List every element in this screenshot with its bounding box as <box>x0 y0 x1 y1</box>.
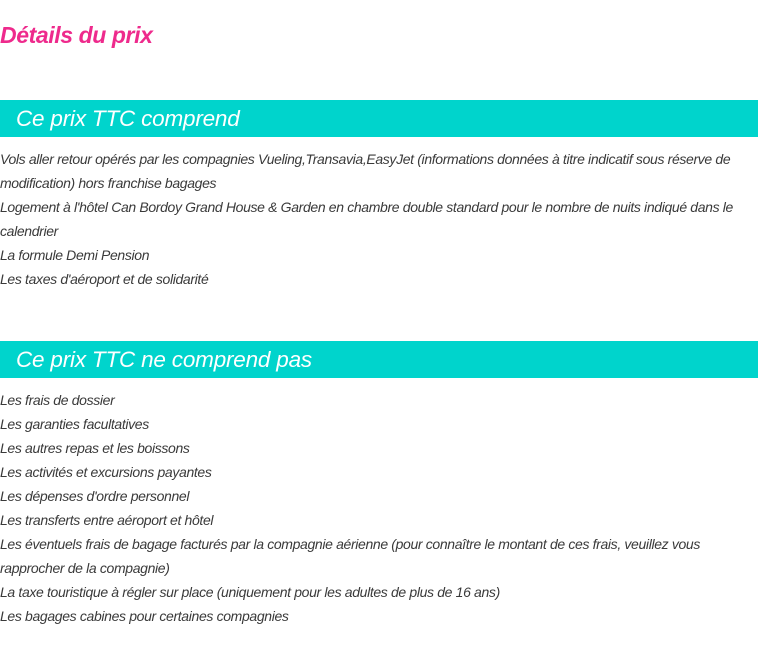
included-item-flights: Vols aller retour opérés par les compagnies Vueling,Transavia,EasyJet (informations données à titre indicatif sous réserve de modification) hors franchise bagages <box>0 151 731 191</box>
excluded-item-other-meals: Les autres repas et les boissons <box>0 440 190 456</box>
excluded-heading: Ce prix TTC ne comprend pas <box>16 347 312 372</box>
excluded-item-paid-activities: Les activités et excursions payantes <box>0 464 212 480</box>
included-section-header <box>0 100 758 137</box>
included-item-half-board: La formule Demi Pension <box>0 247 150 263</box>
excluded-item-cabin-baggage: Les bagages cabines pour certaines compagnies <box>0 608 289 624</box>
excluded-section-header <box>0 341 758 378</box>
page-title: Détails du prix <box>0 22 153 48</box>
included-item-taxes: Les taxes d'aéroport et de solidarité <box>0 271 209 287</box>
included-item-lodging: Logement à l'hôtel Can Bordoy Grand House & Garden en chambre double standard pour le nombre de nuits indiqué dans le calendrier <box>0 199 733 239</box>
excluded-item-booking-fees: Les frais de dossier <box>0 392 115 408</box>
included-list <box>0 147 752 291</box>
excluded-item-optional-insurance: Les garanties facultatives <box>0 416 149 432</box>
excluded-item-transfers: Les transferts entre aéroport et hôtel <box>0 512 214 528</box>
excluded-list <box>0 388 752 628</box>
excluded-item-tourist-tax: La taxe touristique à régler sur place (uniquement pour les adultes de plus de 16 ans) <box>0 584 500 600</box>
included-heading: Ce prix TTC comprend <box>16 106 240 131</box>
excluded-item-personal-expenses: Les dépenses d'ordre personnel <box>0 488 190 504</box>
excluded-item-baggage-fees: Les éventuels frais de bagage facturés par la compagnie aérienne (pour connaître le montant de ces frais, veuillez vous rapprocher de la compagnie) <box>0 536 701 576</box>
